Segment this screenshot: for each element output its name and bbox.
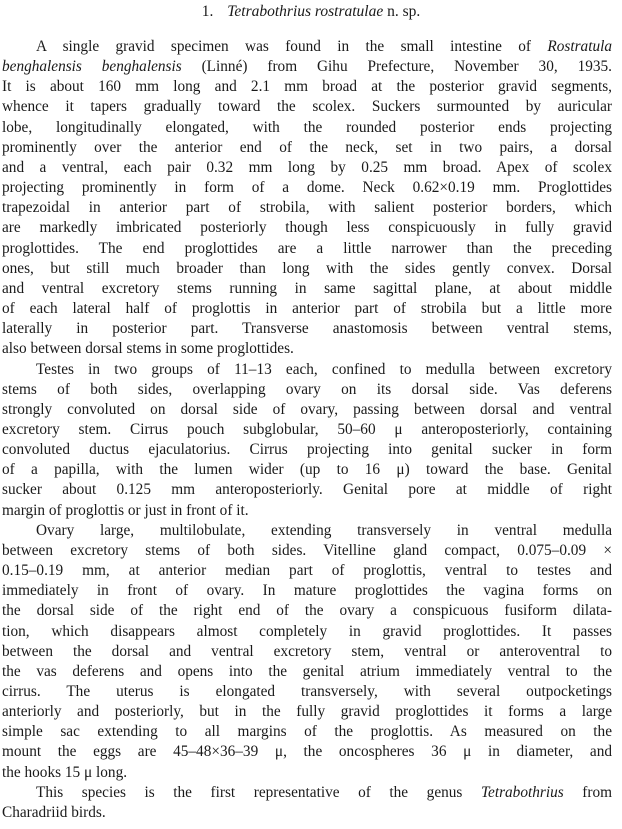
text-line xyxy=(2,400,612,420)
text-line xyxy=(2,198,612,218)
text-line xyxy=(2,581,612,601)
text-line xyxy=(2,77,612,97)
article-body xyxy=(2,37,612,823)
paragraph xyxy=(2,360,612,521)
text-segment: Ovary large, multilobulate, extending transversely in ventral medulla xyxy=(36,521,612,539)
text-line xyxy=(2,521,612,541)
text-segment: stems of both sides, overlapping ovary on its dorsal side. Vas deferens xyxy=(2,380,612,398)
section-heading xyxy=(0,2,622,22)
text-line xyxy=(2,97,612,117)
text-line xyxy=(2,642,612,662)
section-number: 1. xyxy=(201,3,214,20)
text-segment: Charadriid birds. xyxy=(2,803,106,821)
text-segment: lobe, longitudinally elongated, with the rounded posterior ends projecting xyxy=(2,118,612,136)
text-line xyxy=(2,57,612,77)
text-segment: It is about 160 mm long and 2.1 mm broad at the posterior gravid segments, xyxy=(2,78,612,96)
text-line xyxy=(2,218,612,238)
text-line xyxy=(2,722,612,742)
text-line xyxy=(2,783,612,803)
italic-text: benghalensis benghalensis xyxy=(2,58,182,76)
text-segment: excretory stem. Cirrus pouch subglobular, 50–60 μ anteroposteriorly, containing xyxy=(2,420,612,438)
text-segment: trapezoidal in anterior part of strobila, with salient posterior borders, which xyxy=(2,199,612,217)
text-segment: laterally in posterior part. Transverse anastomosis between ventral stems, xyxy=(2,320,612,338)
text-line xyxy=(2,259,612,279)
text-segment: convoluted ductus ejaculatorius. Cirrus projecting into genital sucker in form xyxy=(2,441,612,459)
text-segment: the vas deferens and opens into the genital atrium immediately ventral to the xyxy=(2,662,612,680)
paragraph xyxy=(2,37,612,360)
text-segment: (Linné) from Gihu Prefecture, November 30, 1935. xyxy=(181,58,612,76)
text-segment: proglottides. The end proglottides are a little narrower than the preceding xyxy=(2,239,612,257)
text-line xyxy=(2,138,612,158)
text-segment: the hooks 15 μ long. xyxy=(2,763,128,781)
text-segment: are markedly imbricated posteriorly though less conspicuously in fully gravid xyxy=(2,219,612,237)
text-segment: projecting prominently in form of a dome. Neck 0.62×0.19 mm. Proglottides xyxy=(2,179,612,197)
text-line xyxy=(2,37,612,57)
text-line xyxy=(2,440,612,460)
paragraph xyxy=(2,521,612,783)
text-segment: simple sac extending to all margins of the proglottis. As measured on the xyxy=(2,723,612,741)
text-segment: between the dorsal and ventral excretory stem, ventral or anteroventral to xyxy=(2,642,612,660)
text-segment: sucker about 0.125 mm anteroposteriorly. Genital pore at middle of right xyxy=(2,481,612,499)
text-line xyxy=(2,299,612,319)
paragraph xyxy=(2,783,612,823)
italic-text: Tetrabothrius xyxy=(480,783,564,801)
text-segment: and ventral excretory stems running in same sagittal plane, at about middle xyxy=(2,279,612,297)
text-segment: mount the eggs are 45–48×36–39 μ, the oncospheres 36 μ in diameter, and xyxy=(2,743,612,761)
text-segment: from xyxy=(563,783,612,801)
text-segment: of each lateral half of proglottis in anterior part of strobila but a little more xyxy=(2,300,612,318)
text-segment: the dorsal side of the right end of the ovary a conspicuous fusiform dilata- xyxy=(2,602,612,620)
text-segment: and a ventral, each pair 0.32 mm long by 0.25 mm broad. Apex of scolex xyxy=(2,158,612,176)
text-segment: Testes in two groups of 11–13 each, confined to medulla between excretory xyxy=(36,360,612,378)
text-line xyxy=(2,601,612,621)
text-segment: ones, but still much broader than long with the sides gently convex. Dorsal xyxy=(2,259,612,277)
text-line xyxy=(2,460,612,480)
text-segment: also between dorsal stems in some proglottides. xyxy=(2,340,294,358)
text-line xyxy=(2,803,612,823)
text-segment: cirrus. The uterus is elongated transversely, with several outpocketings xyxy=(2,683,612,700)
text-segment: A single gravid specimen was found in the small intestine of xyxy=(36,38,548,55)
text-line xyxy=(2,339,612,359)
text-segment: of a papilla, with the lumen wider (up to 16 μ) toward the base. Genital xyxy=(2,461,612,479)
text-line xyxy=(2,742,612,762)
text-line xyxy=(2,561,612,581)
text-line xyxy=(2,682,612,702)
italic-text: Rostratula xyxy=(547,38,612,55)
text-line xyxy=(2,420,612,440)
text-line xyxy=(2,380,612,400)
text-segment: tion, which disappears almost completely in gravid proglottides. It passes xyxy=(2,622,612,640)
text-line xyxy=(2,118,612,138)
text-line xyxy=(2,279,612,299)
text-segment: between excretory stems of both sides. Vitelline gland compact, 0.075–0.09 × xyxy=(2,541,612,559)
species-name: Tetrabothrius rostratulae xyxy=(227,3,384,20)
text-line xyxy=(2,158,612,178)
text-segment: whence it tapers gradually toward the scolex. Suckers surmounted by auricular xyxy=(2,98,612,116)
text-line xyxy=(2,501,612,521)
text-segment: This species is the first representative of the genus xyxy=(36,783,481,801)
text-line xyxy=(2,662,612,682)
text-segment: margin of proglottis or just in front of it. xyxy=(2,501,249,519)
text-segment: strongly convoluted on dorsal side of ovary, passing between dorsal and ventral xyxy=(2,400,612,418)
text-segment: prominently over the anterior end of the neck, set in two pairs, a dorsal xyxy=(2,138,612,156)
text-segment: immediately in front of ovary. In mature proglottides the vagina forms on xyxy=(2,582,612,600)
new-species-label: n. sp. xyxy=(387,3,421,20)
text-line xyxy=(2,702,612,722)
text-line xyxy=(2,360,612,380)
text-line xyxy=(2,239,612,259)
text-line xyxy=(2,480,612,500)
text-line xyxy=(2,178,612,198)
text-segment: anteriorly and posteriorly, but in the fully gravid proglottides it forms a large xyxy=(2,703,612,721)
text-segment: 0.15–0.19 mm, at anterior median part of proglottis, ventral to testes and xyxy=(2,562,612,580)
text-line xyxy=(2,622,612,642)
text-line xyxy=(2,319,612,339)
text-line xyxy=(2,763,612,783)
text-line xyxy=(2,541,612,561)
